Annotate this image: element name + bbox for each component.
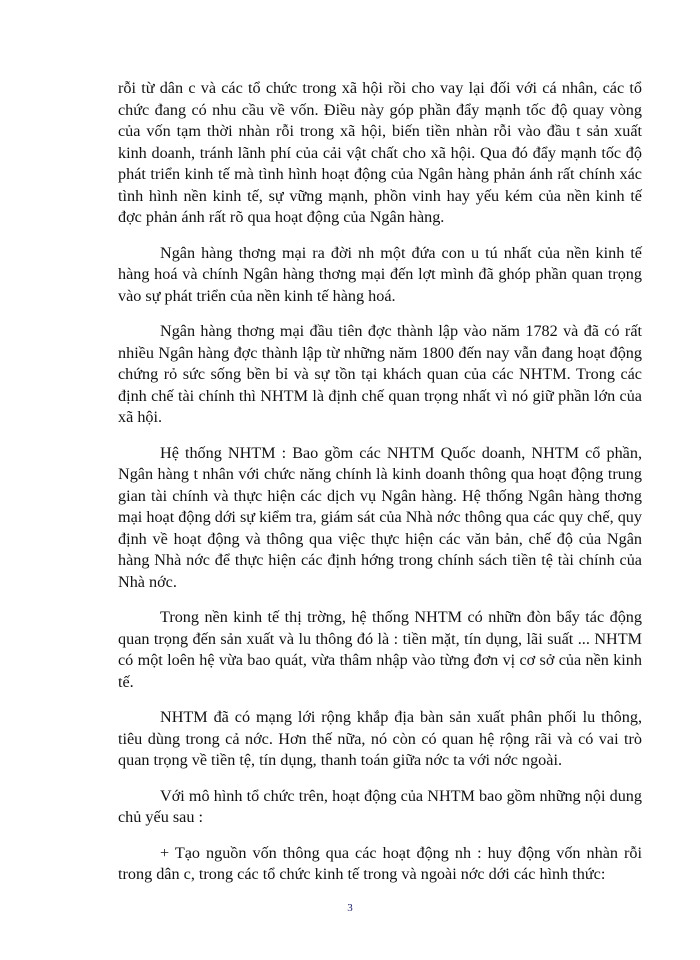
paragraph: Trong nền kinh tế thị trờng, hệ thống NHTM có nhữn đòn bẩy tác động quan trọng đến sản xuất và lu thông đó là : tiền mặt, tín dụng, lãi suất ... NHTM có một loên hệ vừa bao quát, vừa thâm nhập vào từng đơn vị cơ sở của nền kinh tế.	[118, 608, 642, 691]
paragraph: rỗi từ dân c và các tổ chức trong xã hội rồi cho vay lại đối với cá nhân, các tổ chức đang có nhu cầu về vốn. Điều này góp phần đẩy mạnh tốc độ quay vòng của vốn tạm thời nhàn rỗi trong xã hội, biến tiền nhàn rỗi vào đầu t sản xuất kinh doanh, tránh lãnh phí của cải vật chất cho xã hội. Qua đó đẩy mạnh tốc độ phát triển kinh tế mà tình hình hoạt động của Ngân hàng phản ánh rất chính xác tình hình nền kinh tế, sự vững mạnh, phồn vinh hay yếu kém của nền kinh tế đợc phản ánh rất rõ qua hoạt động của Ngân hàng.	[118, 79, 642, 226]
page-number: 3	[347, 902, 353, 914]
body-text	[118, 78, 642, 900]
paragraph: Với mô hình tổ chức trên, hoạt động của NHTM bao gồm những nội dung chủ yếu sau :	[118, 786, 642, 826]
paragraph: Hệ thống NHTM : Bao gồm các NHTM Quốc doanh, NHTM cổ phần, Ngân hàng t nhân với chức năng chính là kinh doanh thông qua hoạt động trung gian tài chính và thực hiện các dịch vụ Ngân hàng. Hệ thống Ngân hàng thơng mại hoạt động dới sự kiểm tra, giám sát của Nhà nớc thông qua các quy chế, quy định về hoạt động và thông qua việc thực hiện các văn bản, chế độ của Ngân hàng Nhà nớc để thực hiện các định hớng trong chính sách tiền tệ tài chính của Nhà nớc.	[118, 443, 642, 591]
paragraph: + Tạo nguồn vốn thông qua các hoạt động nh : huy động vốn nhàn rỗi trong dân c, trong các tổ chức kinh tế trong và ngoài nớc dới các hình thức:	[118, 843, 642, 883]
paragraph: Ngân hàng thơng mại đầu tiên đợc thành lập vào năm 1782 và đã có rất nhiều Ngân hàng đợc thành lập từ những năm 1800 đến nay vẫn đang hoạt động chứng rỏ sức sống bền bỉ và sự tồn tại khách quan của các NHTM. Trong các định chế tài chính thì NHTM là định chế quan trọng nhất vì nó giữ phần lớn của xã hội.	[118, 322, 642, 426]
paragraph: NHTM đã có mạng lới rộng khắp địa bàn sản xuất phân phối lu thông, tiêu dùng trong cả nớc. Hơn thế nữa, nó còn có quan hệ rộng rãi và có vai trò quan trọng về tiền tệ, tín dụng, thanh toán giữa nớc ta với nớc ngoài.	[118, 708, 642, 769]
paragraph: Ngân hàng thơng mại ra đời nh một đứa con u tú nhất của nền kinh tế hàng hoá và chính Ngân hàng thơng mại đến lợt mình đã ghóp phần quan trọng vào sự phát triển của nền kinh tế hàng hoá.	[118, 243, 642, 305]
